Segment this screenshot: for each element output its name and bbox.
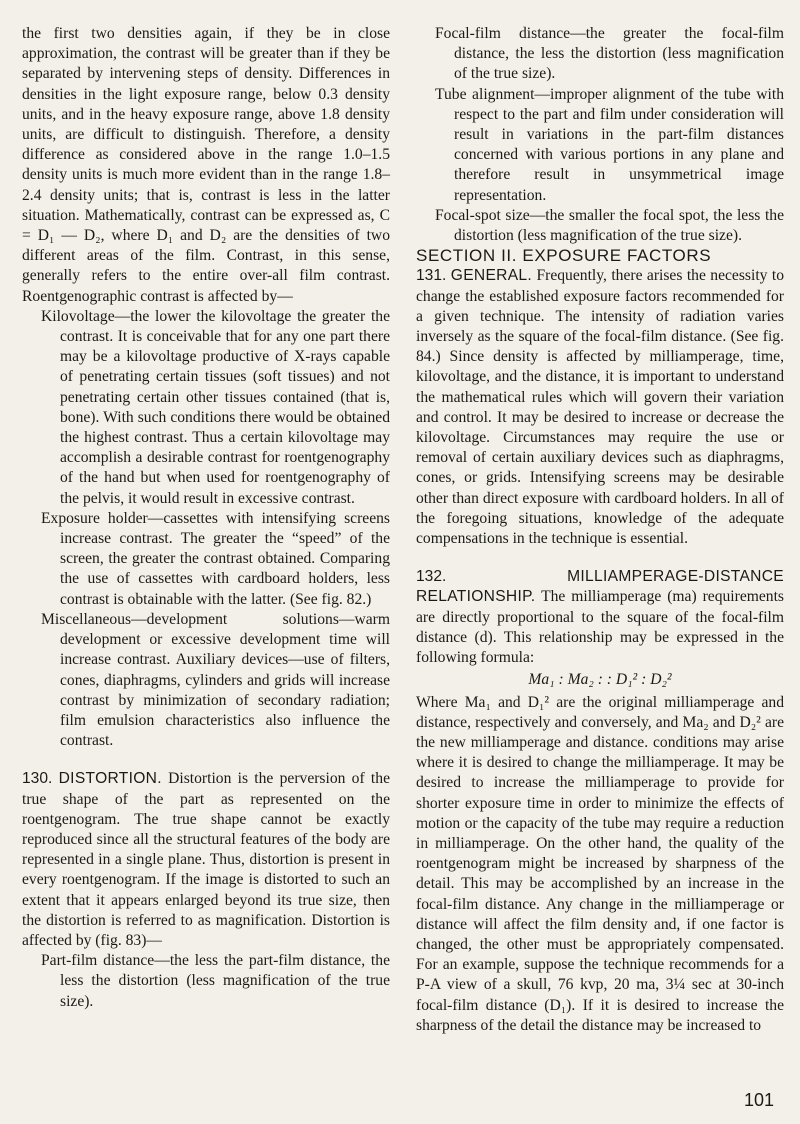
section-131-title: GENERAL. (450, 267, 533, 285)
focal-spot-item: Focal-spot size—the smaller the focal spot, the less the distortion (less magnification of the true size). (435, 206, 784, 245)
part-film-item: Part-film distance—the less the part-film distance, the less the distortion (less magnification of the true size). (41, 952, 390, 1010)
miscellaneous-item: Miscellaneous—development solutions—warm development or excessive development time will increase contrast. Auxiliary devices—use of filters, cones, diaphragms, cylinders and grids will increase contrast by minimization of secondary radiation; film emulsion characteristics also influence the contrast. (41, 610, 390, 750)
section-131-body: Frequently, there arises the necessity to change the established exposure factors recommended for a given technique. The intensity of radiation varies inversely as the square of the focal-film distance. (See fig. 84.) Since density is affected by milliamperage, time, kilovoltage, and the distance, it is important to understand the mathematical rules which will govern their variation and control. It may be desired to increase or decrease the kilovoltage. Circumstances may require the use or removal of certain auxiliary devices such as diaphragms, cones, or grids. Intensifying screens may be desirable other than direct exposure with cardboard holders. In all of the foregoing situations, knowledge of the adequate compensations in the technique is essential. (416, 267, 784, 548)
tube-alignment-item: Tube alignment—improper alignment of the tube with respect to the part and film under consideration will result in variations in the part-film distances concerned with various portions in any plane and therefore result in unsymmetrical image representation. (435, 85, 784, 204)
section-131 (416, 266, 784, 549)
section-131-number: 131. (416, 267, 447, 285)
section-130-body: Distortion is the perversion of the true shape of the part as represented on the roentgenogram. The true shape cannot be exactly reproduced since all the structural features of the body are represented in a single plane. Thus, distortion is present in every roentgenogram. If the image is distorted to such an extent that it appears enlarged beyond its true size, then the distortion is referred to as magnification. Distortion is affected by (fig. 83)— (22, 770, 390, 949)
right-column (416, 24, 784, 1036)
formula: Ma₁ : Ma₂ : : D₁² : D₂² (528, 671, 672, 689)
contrast-paragraph: the first two densities again, if they be in close approximation, the contrast will be greater than if they be separated by intervening steps of density. Differences in densities in the light exposure range, below 0.3 density units, and in the heavy exposure range, above 1.8 density units, are difficult to distinguish. Therefore, a density difference as considered above in the range 1.0–1.5 density units is much more evident than in the range 1.8–2.4 density units; that is, contrast is less in the latter situation. Mathematically, contrast can be expressed as, C = D₁ — D₂, where D₁ and D₂ are the densities of two different areas of the film. Contrast, in this sense, generally refers to the entire over-all film contrast. Roentgenographic contrast is affected by— (22, 25, 390, 305)
section-132-number: 132. (416, 568, 447, 586)
page-number: 101 (743, 1090, 774, 1110)
focal-film-item: Focal-film distance—the greater the focal-film distance, the less the distortion (less magnification of the true size). (435, 25, 784, 83)
section-132-title: MILLIAMPERAGE-DISTANCE RELATIONSHIP. (416, 568, 784, 606)
section-130 (22, 769, 390, 951)
exposure-holder-item: Exposure holder—cassettes with intensifying screens increase contrast. The greater the “speed” of the screen, the greater the contrast obtained. Comparing the use of cassettes with cardboard holders, less contrast is obtainable with the latter. (See fig. 82.) (41, 509, 390, 608)
section-132-body-continued: Where Ma₁ and D₁² are the original milliamperage and distance, respectively and conversely, and Ma₂ and D₂² are the new milliamperage and distance. conditions may arise where it is desired to change the milliamperage. It may be desired to increase the milliamperage to provide for shorter exposure time in order to minimize the effects of motion or the capacity of the tube may require a reduction in milliamperage. On the other hand, the quality of the roentgenogram might be increased by sharpness of the detail. This may be accomplished by an increase in the focal-film distance. Any change in the milliamperage or distance will affect the film density and, if one factor is changed, the other must be appropriately compensated. For an example, suppose the technique recommends for a P-A view of a skull, 76 kvp, 20 ma, 3¼ sec at 30-inch focal-film distance (D₁). If it is desired to increase the sharpness of the detail the distance may be increased to (416, 693, 784, 1034)
left-column (22, 24, 390, 1012)
section-130-title: DISTORTION. (58, 770, 162, 788)
section-130-number: 130. (22, 770, 53, 788)
section-heading: SECTION II. EXPOSURE FACTORS (416, 246, 712, 266)
section-132 (416, 567, 784, 668)
section-132-body: The milliamperage (ma) requirements are directly proportional to the square of the focal-film distance (d). This relationship may be expressed in the following formula: (416, 588, 784, 667)
kilovoltage-item: Kilovoltage—the lower the kilovoltage the greater the contrast. It is conceivable that for any one part there may be a kilovoltage productive of X-rays capable of penetrating certain tissues (soft tissues) and not penetrating certain other tissues contained (that is, bone). With such conditions there would be obtained the highest contrast. Thus a certain kilovoltage may accomplish a desirable contrast for roentgenography of the hand but when used for roentgenography of the pelvis, it would result in excessive contrast. (41, 307, 390, 507)
